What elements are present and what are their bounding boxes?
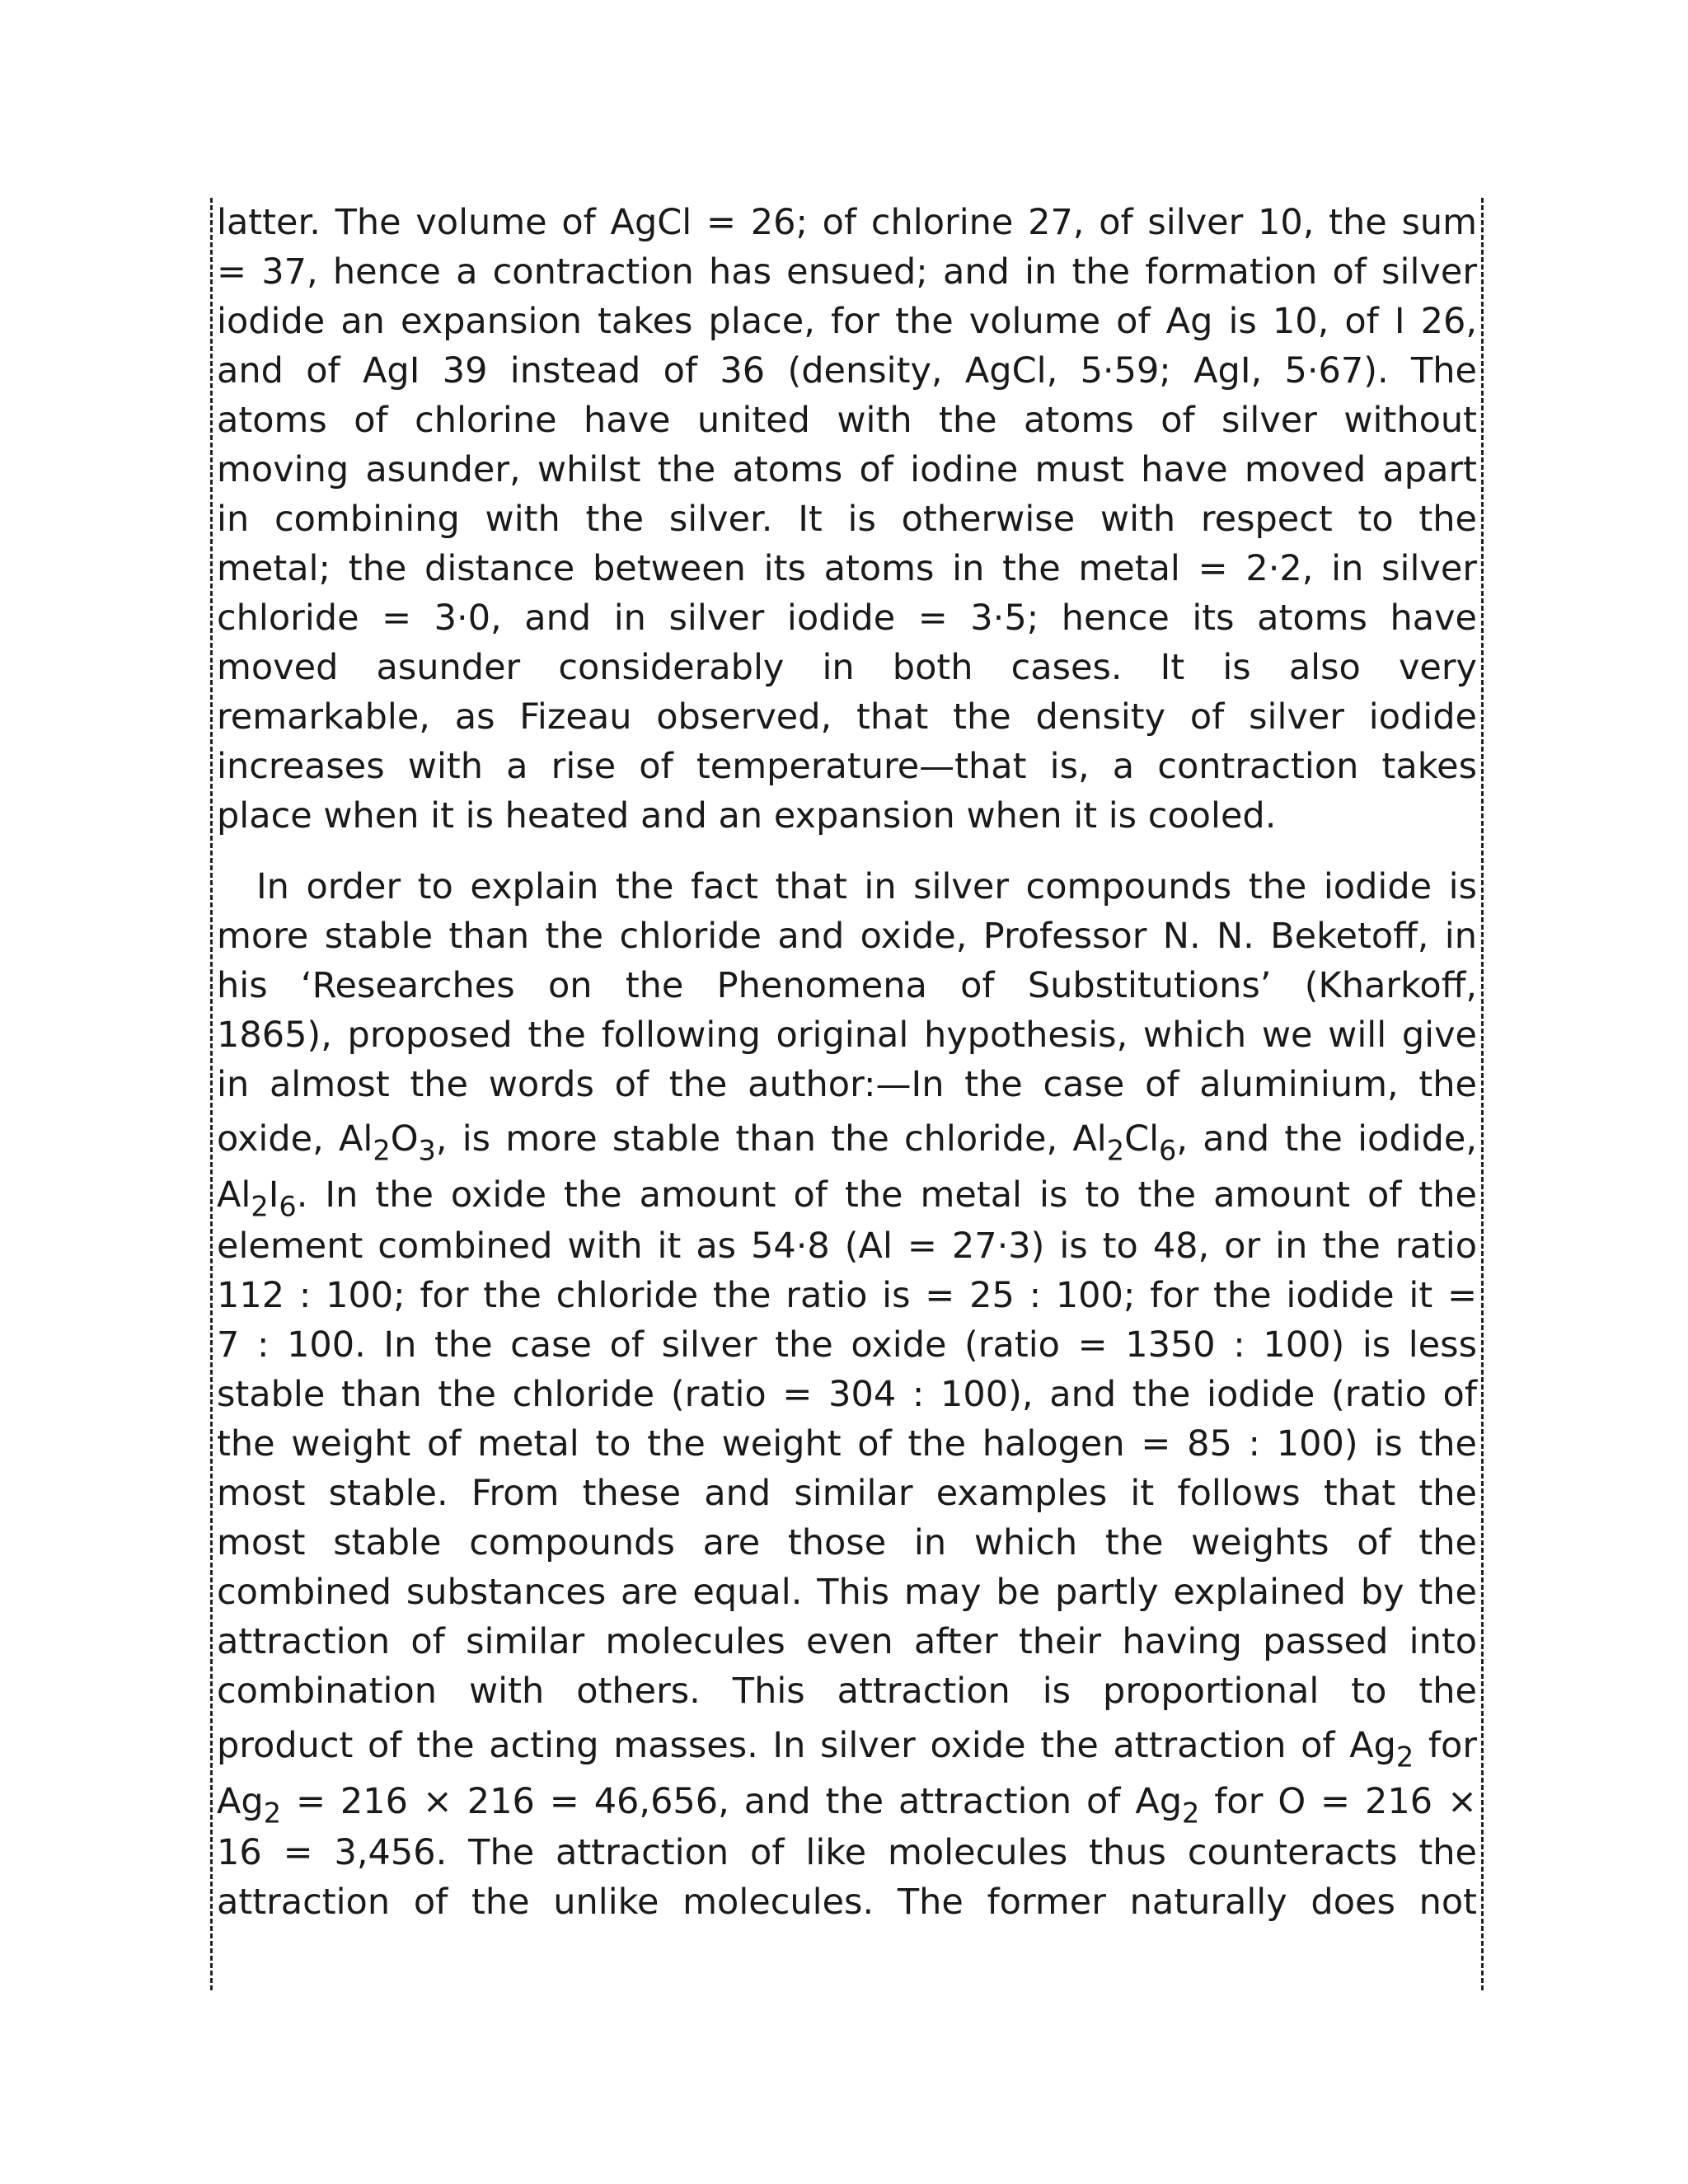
text-line: the weight of metal to the weight of the halogen = 85 : 100) is the [217,1423,1477,1465]
text-line: stable than the chloride (ratio = 304 : 100), and the iodide (ratio of [217,1374,1477,1415]
text-run: for [1414,1725,1477,1766]
text-run: . In the oxide the amount of the metal is to the amount of the [296,1174,1477,1216]
text-line: in almost the words of the author:—In the case of aluminium, the [217,1064,1477,1105]
text-line: atoms of chlorine have united with the atoms of silver without [217,400,1477,441]
formula-line [217,1109,1477,1165]
subscript: 2 [1182,1797,1200,1830]
subscript: 2 [1106,1134,1125,1167]
formula-line [217,1772,1477,1828]
text-run: product of the acting masses. In silver oxide the attraction of Ag [217,1725,1396,1766]
text-line: latter. The volume of AgCl = 26; of chlorine 27, of silver 10, the sum [217,202,1477,243]
text-line: iodide an expansion takes place, for the volume of Ag is 10, of I 26, [217,301,1477,342]
formula-line [217,1165,1477,1221]
paragraph-1 [217,198,1477,841]
text-line: 7 : 100. In the case of silver the oxide (ratio = 1350 : 100) is less [217,1324,1477,1366]
text-line: chloride = 3·0, and in silver iodide = 3·5; hence its atoms have [217,598,1477,639]
text-run: I [268,1174,279,1216]
text-line: increases with a rise of temperature—that is, a contraction takes [217,746,1477,787]
text-line: 112 : 100; for the chloride the ratio is = 25 : 100; for the iodide it = [217,1275,1477,1316]
text-run: for O = 216 × [1199,1781,1477,1822]
text-line: combined substances are equal. This may be partly explained by the [217,1572,1477,1613]
text-line: element combined with it as 54·8 (Al = 27·3) is to 48, or in the ratio [217,1226,1477,1267]
page-frame [210,198,1484,1990]
text-run: O [390,1118,419,1160]
text-line: his ‘Researches on the Phenomena of Substitutions’ (Kharkoff, [217,965,1477,1006]
text-run: oxide, Al [217,1118,373,1160]
text-line: most stable compounds are those in which the weights of the [217,1522,1477,1563]
text-line: in combining with the silver. It is otherwise with respect to the [217,499,1477,540]
text-run: , is more stable than the chloride, Al [435,1118,1107,1160]
text-line: metal; the distance between its atoms in the metal = 2·2, in silver [217,548,1477,589]
text-line: combination with others. This attraction is proportional to the [217,1671,1477,1712]
body-text [217,198,1477,1927]
text-line: In order to explain the fact that in silver compounds the iodide is [256,866,1477,907]
formula-line [217,1716,1477,1772]
text-line: remarkable, as Fizeau observed, that the density of silver iodide [217,696,1477,738]
subscript: 2 [263,1797,282,1830]
text-run: Cl [1124,1118,1160,1160]
paragraph-2 [217,862,1477,1927]
subscript: 3 [418,1134,436,1167]
subscript: 6 [1159,1134,1177,1167]
text-line: most stable. From these and similar examples it follows that the [217,1473,1477,1514]
text-line: moved asunder considerably in both cases. It is also very [217,647,1477,688]
text-run: Al [217,1174,251,1216]
text-run: = 216 × 216 = 46,656, and the attraction of Ag [281,1781,1183,1822]
text-line: = 37, hence a contraction has ensued; and in the formation of silver [217,251,1477,293]
text-line: 16 = 3,456. The attraction of like molecules thus counteracts the [217,1832,1477,1873]
text-line: 1865), proposed the following original hypothesis, which we will give [217,1015,1477,1056]
subscript: 2 [373,1134,391,1167]
text-line: moving asunder, whilst the atoms of iodine must have moved apart [217,449,1477,490]
subscript: 2 [1395,1741,1414,1774]
text-run: , and the iodide, [1176,1118,1477,1160]
text-line: place when it is heated and an expansion when it is cooled. [217,795,1277,837]
subscript: 6 [279,1190,297,1223]
text-line: more stable than the chloride and oxide, Professor N. N. Beketoff, in [217,916,1477,957]
text-line: attraction of similar molecules even after their having passed into [217,1621,1477,1662]
text-run: Ag [217,1781,264,1822]
text-line: and of AgI 39 instead of 36 (density, AgCl, 5·59; AgI, 5·67). The [217,350,1477,391]
text-line: attraction of the unlike molecules. The former naturally does not [217,1882,1477,1923]
subscript: 2 [251,1190,269,1223]
